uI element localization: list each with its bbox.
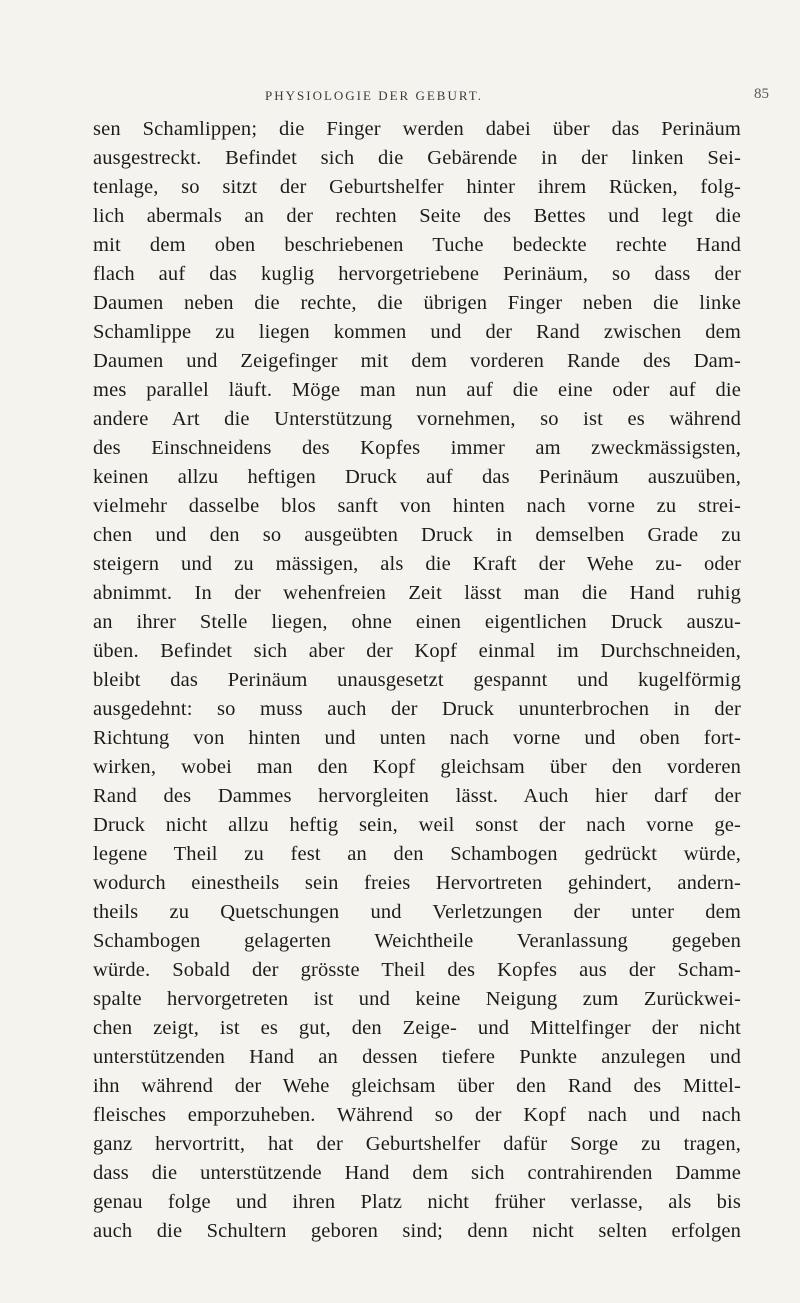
running-head [0, 88, 800, 110]
text-line: fleisches emporzuheben. Während so der Kopf nach und nach [93, 1104, 741, 1126]
text-line: sen Schamlippen; die Finger werden dabei über das Perinäum [93, 118, 741, 140]
page-number: 85 [754, 86, 769, 102]
text-line: ihn während der Wehe gleichsam über den Rand des Mittel- [93, 1075, 741, 1097]
text-line: auch die Schultern geboren sind; denn nicht selten erfolgen [93, 1220, 741, 1242]
text-line: Daumen und Zeigefinger mit dem vorderen Rande des Dam- [93, 350, 741, 372]
text-line: ausgedehnt: so muss auch der Druck ununterbrochen in der [93, 698, 741, 720]
text-line: Druck nicht allzu heftig sein, weil sonst der nach vorne ge- [93, 814, 741, 836]
text-line: Richtung von hinten und unten nach vorne und oben fort- [93, 727, 741, 749]
text-line: Daumen neben die rechte, die übrigen Finger neben die linke [93, 292, 741, 314]
text-line: tenlage, so sitzt der Geburtshelfer hinter ihrem Rücken, folg- [93, 176, 741, 198]
text-line: vielmehr dasselbe blos sanft von hinten nach vorne zu strei- [93, 495, 741, 517]
text-line: ganz hervortritt, hat der Geburtshelfer dafür Sorge zu tragen, [93, 1133, 741, 1155]
text-line: bleibt das Perinäum unausgesetzt gespannt und kugelförmig [93, 669, 741, 691]
text-line: keinen allzu heftigen Druck auf das Perinäum auszuüben, [93, 466, 741, 488]
text-line: genau folge und ihren Platz nicht früher verlasse, als bis [93, 1191, 741, 1213]
text-line: legene Theil zu fest an den Schambogen gedrückt würde, [93, 843, 741, 865]
text-line: dass die unterstützende Hand dem sich contrahirenden Damme [93, 1162, 741, 1184]
running-title: PHYSIOLOGIE DER GEBURT. [265, 88, 483, 103]
text-line: mes parallel läuft. Möge man nun auf die eine oder auf die [93, 379, 741, 401]
text-line: Rand des Dammes hervorgleiten lässt. Auch hier darf der [93, 785, 741, 807]
text-line: lich abermals an der rechten Seite des Bettes und legt die [93, 205, 741, 227]
text-line: spalte hervorgetreten ist und keine Neigung zum Zurückwei- [93, 988, 741, 1010]
text-line: mit dem oben beschriebenen Tuche bedeckte rechte Hand [93, 234, 741, 256]
text-line: Schambogen gelagerten Weichtheile Veranlassung gegeben [93, 930, 741, 952]
text-line: steigern und zu mässigen, als die Kraft der Wehe zu- oder [93, 553, 741, 575]
text-line: Schamlippe zu liegen kommen und der Rand zwischen dem [93, 321, 741, 343]
text-line: ausgestreckt. Befindet sich die Gebärende in der linken Sei- [93, 147, 741, 169]
text-line: wodurch einestheils sein freies Hervortreten gehindert, andern- [93, 872, 741, 894]
text-line: abnimmt. In der wehenfreien Zeit lässt man die Hand ruhig [93, 582, 741, 604]
text-line: würde. Sobald der grösste Theil des Kopfes aus der Scham- [93, 959, 741, 981]
text-line: üben. Befindet sich aber der Kopf einmal im Durchschneiden, [93, 640, 741, 662]
text-line: des Einschneidens des Kopfes immer am zweckmässigsten, [93, 437, 741, 459]
text-line: an ihrer Stelle liegen, ohne einen eigentlichen Druck auszu- [93, 611, 741, 633]
text-line: chen zeigt, ist es gut, den Zeige- und Mittelfinger der nicht [93, 1017, 741, 1039]
text-line: andere Art die Unterstützung vornehmen, so ist es während [93, 408, 741, 430]
text-line: wirken, wobei man den Kopf gleichsam über den vorderen [93, 756, 741, 778]
text-line: chen und den so ausgeübten Druck in demselben Grade zu [93, 524, 741, 546]
text-line: unterstützenden Hand an dessen tiefere Punkte anzulegen und [93, 1046, 741, 1068]
text-line: theils zu Quetschungen und Verletzungen der unter dem [93, 901, 741, 923]
text-line: flach auf das kuglig hervorgetriebene Perinäum, so dass der [93, 263, 741, 285]
